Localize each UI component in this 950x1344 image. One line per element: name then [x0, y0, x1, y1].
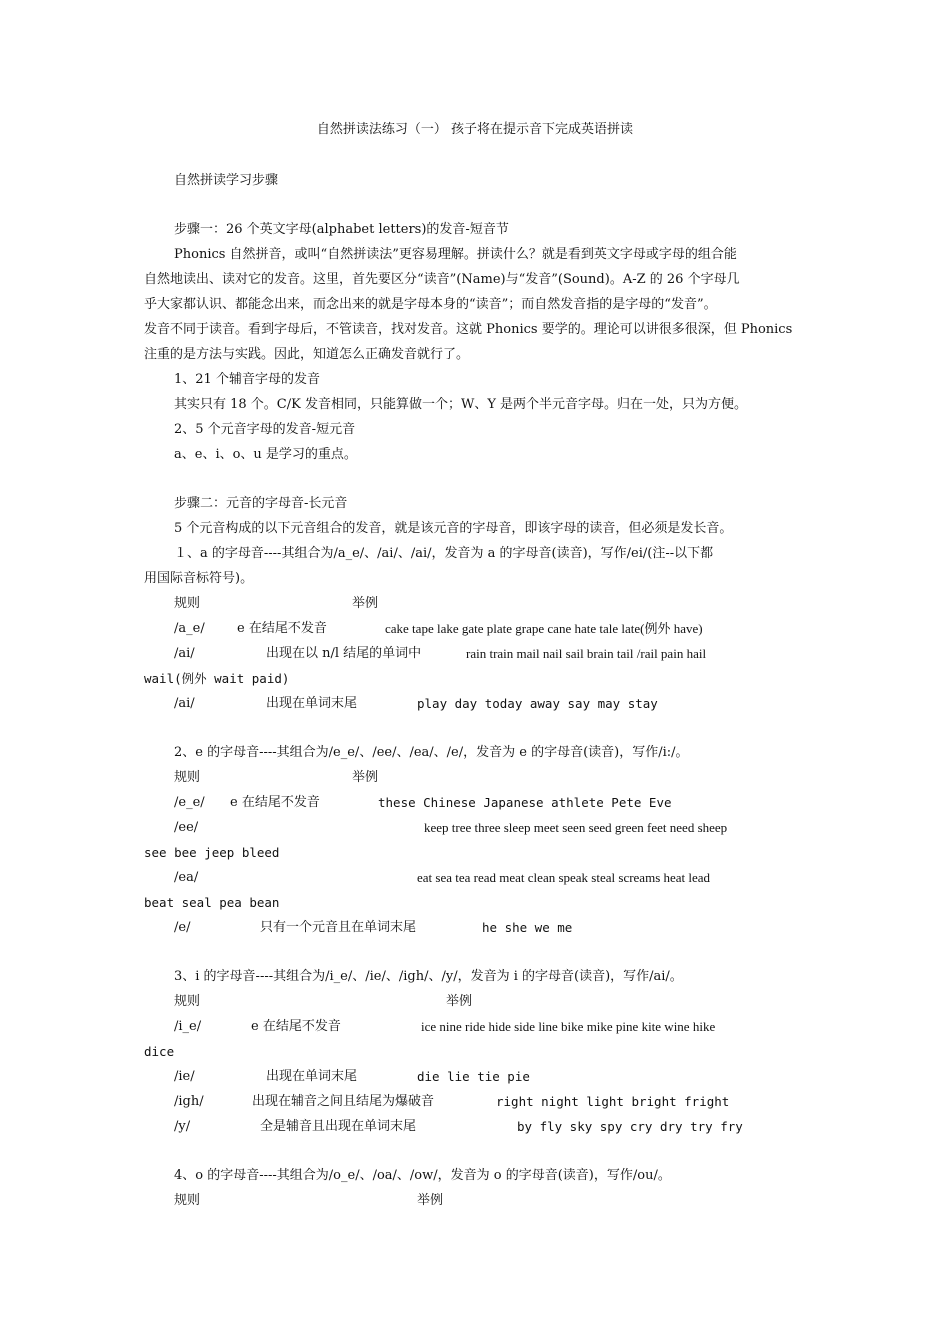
rule-label: 规则: [174, 994, 201, 1009]
examples-text: eat sea tea read meat clean speak steal screams heat lead: [417, 870, 711, 885]
example-label: 举例: [352, 596, 379, 611]
a-sound-line: 用国际音标符号)。: [144, 571, 254, 586]
examples-cont: see bee jeep bleed: [144, 845, 280, 860]
step2-heading: 步骤二：元音的字母音-长元音: [174, 496, 348, 511]
pattern: /ie/: [174, 1069, 195, 1084]
example-label: 举例: [352, 770, 379, 785]
page-title: 自然拼读法练习（一） 孩子将在提示音下完成英语拼读: [316, 122, 634, 137]
step1-item1: 1、21 个辅音字母的发音: [174, 372, 320, 387]
pattern: /ai/: [174, 696, 195, 711]
examples-text: cake tape lake gate plate grape cane hate tale late(例外 have): [385, 621, 703, 636]
step1-item2: 2、5 个元音字母的发音-短元音: [174, 422, 356, 437]
examples-text: ice nine ride hide side line bike mike pine kite wine hike: [421, 1019, 716, 1034]
step1-heading: 步骤一：26 个英文字母(alphabet letters)的发音-短音节: [174, 222, 509, 237]
step1-item2-text: a、e、i、o、u 是学习的重点。: [174, 447, 357, 462]
examples-text: he she we me: [482, 920, 573, 935]
pattern: /a_e/: [174, 621, 205, 636]
pattern: /e_e/: [174, 795, 205, 810]
rule-label: 规则: [174, 596, 201, 611]
examples-cont: wail(例外 wait paid): [144, 671, 290, 686]
rule-text: e 在结尾不发音: [251, 1019, 341, 1034]
rule-text: 全是辅音且出现在单词末尾: [260, 1119, 417, 1134]
pattern: /ee/: [174, 820, 199, 835]
step1-item1-text: 其实只有 18 个。C/K 发音相同，只能算做一个；W、Y 是两个半元音字母。归在一处，只为方便。: [174, 397, 748, 412]
i-sound-line: 3、i 的字母音----其组合为/i_e/、/ie/、/igh/、/y/，发音为 i 的字母音(读音)，写作/ai/。: [174, 969, 683, 984]
examples-text: rain train mail nail sail brain tail /rail pain hail: [466, 646, 707, 661]
section-subtitle: 自然拼读学习步骤: [174, 173, 279, 188]
pattern: /ai/: [174, 646, 195, 661]
rule-text: e 在结尾不发音: [230, 795, 320, 810]
e-sound-line: 2、e 的字母音----其组合为/e_e/、/ee/、/ea/、/e/，发音为 e 的字母音(读音)，写作/i:/。: [174, 745, 689, 760]
examples-text: right night light bright fright: [496, 1094, 730, 1109]
pattern: /ea/: [174, 870, 199, 885]
step1-para-line: 乎大家都认识、都能念出来，而念出来的就是字母本身的“读音”；而自然发音指的是字母的“发音”。: [144, 297, 717, 312]
rule-label: 规则: [174, 1193, 201, 1208]
rule-text: e 在结尾不发音: [237, 621, 327, 636]
step1-para-line: 自然地读出、读对它的发音。这里，首先要区分“读音”(Name)与“发音”(Sound)。A-Z 的 26 个字母几: [144, 272, 740, 287]
examples-text: these Chinese Japanese athlete Pete Eve: [378, 795, 672, 810]
pattern: /igh/: [174, 1094, 204, 1109]
rule-text: 出现在单词末尾: [266, 696, 358, 711]
rule-text: 出现在以 n/l 结尾的单词中: [266, 646, 422, 661]
rule-label: 规则: [174, 770, 201, 785]
pattern: /y/: [174, 1119, 191, 1134]
examples-text: keep tree three sleep meet seen seed green feet need sheep: [424, 820, 728, 835]
o-sound-line: 4、o 的字母音----其组合为/o_e/、/oa/、/ow/，发音为 o 的字母音(读音)，写作/ou/。: [174, 1168, 671, 1183]
pattern: /i_e/: [174, 1019, 202, 1034]
examples-cont: dice: [144, 1044, 175, 1059]
step1-para-line: Phonics 自然拼音，或叫“自然拼读法”更容易理解。拼读什么？就是看到英文字母或字母的组合能: [174, 247, 737, 262]
example-label: 举例: [446, 994, 473, 1009]
examples-cont: beat seal pea bean: [144, 895, 280, 910]
rule-text: 出现在辅音之间且结尾为爆破音: [252, 1094, 435, 1109]
pattern: /e/: [174, 920, 191, 935]
a-sound-line: １、a 的字母音----其组合为/a_e/、/ai/、/ai/，发音为 a 的字母音(读音)，写作/ei/(注--以下都: [174, 546, 714, 561]
step2-intro: 5 个元音构成的以下元音组合的发音，就是该元音的字母音，即该字母的读音，但必须是发长音。: [174, 521, 733, 536]
step1-para-line: 发音不同于读音。看到字母后，不管读音，找对发音。这就 Phonics 要学的。理论可以讲很多很深，但 Phonics: [144, 322, 793, 337]
rule-text: 出现在单词末尾: [266, 1069, 358, 1084]
examples-text: play day today away say may stay: [417, 696, 658, 711]
step1-para-line: 注重的是方法与实践。因此，知道怎么正确发音就行了。: [144, 347, 470, 362]
example-label: 举例: [417, 1193, 444, 1208]
rule-text: 只有一个元音且在单词末尾: [260, 920, 417, 935]
examples-text: by fly sky spy cry dry try fry: [517, 1119, 743, 1134]
examples-text: die lie tie pie: [417, 1069, 530, 1084]
